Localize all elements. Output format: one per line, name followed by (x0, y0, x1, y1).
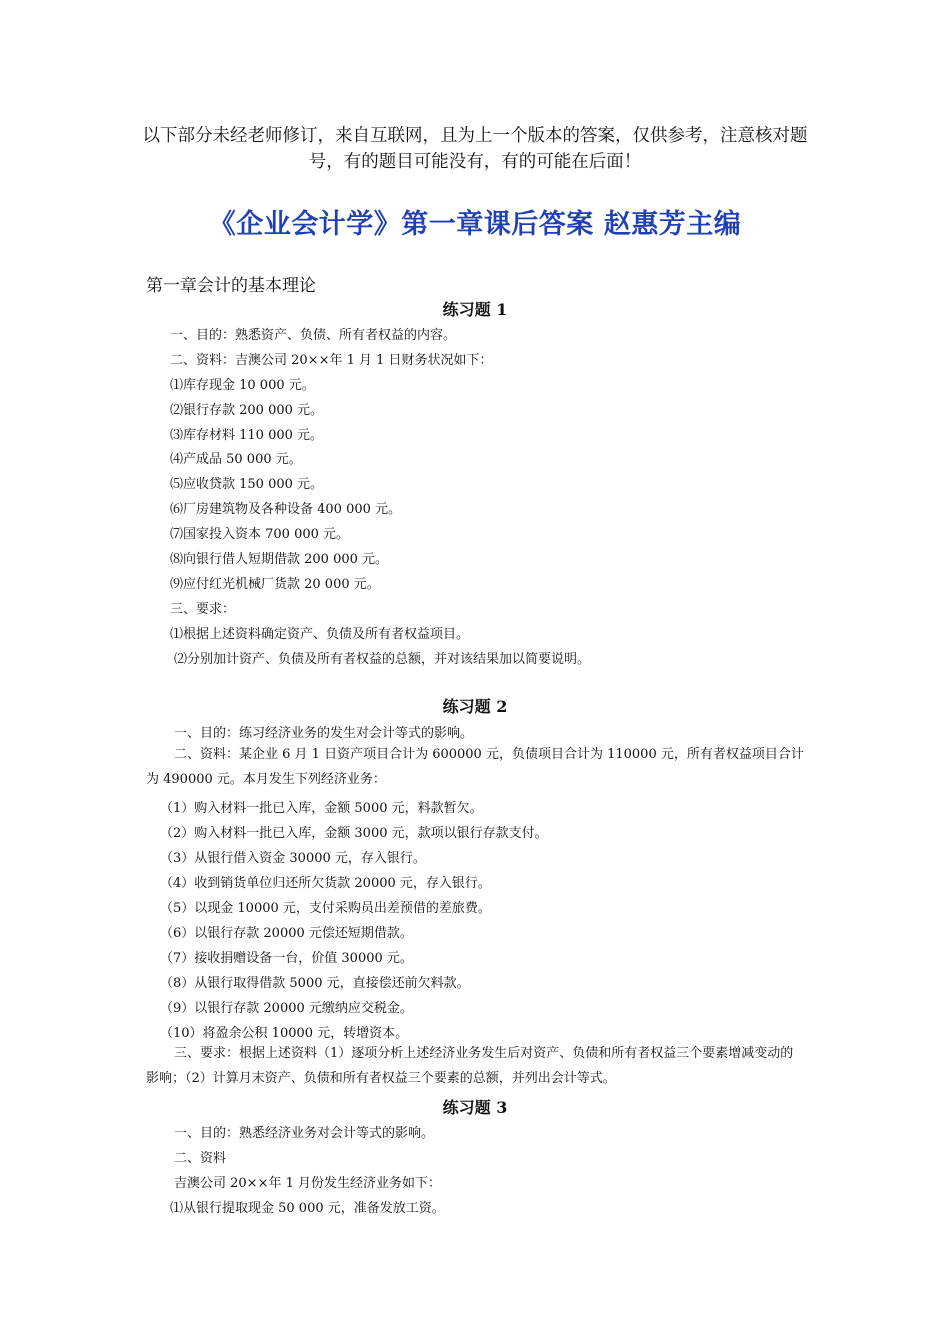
main-title: 《企业会计学》第一章课后答案 赵惠芳主编 (208, 209, 742, 240)
ex2-item: （1）购入材料一批已入库，金额 5000 元，料款暂欠。 (160, 801, 483, 816)
ex2-material: 二、资料：某企业 6 月 1 日资产项目合计为 600000 元，负债项目合计为 110000 元，所有者权益项目合计为 490000 元。本月发生下列经济业务： (146, 747, 804, 787)
disclaimer-note: 以下部分未经老师修订，来自互联网，且为上一个版本的答案，仅供参考，注意核对题号，有的题目可能没有，有的可能在后面！ (142, 126, 808, 172)
ex1-line: ⑵银行存款 200 000 元。 (170, 403, 324, 418)
ex3-line: 一、目的：熟悉经济业务对会计等式的影响。 (174, 1126, 435, 1141)
ex1-line: 三、要求： (170, 602, 236, 617)
ex1-line: ⑴库存现金 10 000 元。 (170, 378, 315, 393)
ex2-item: （6）以银行存款 20000 元偿还短期借款。 (160, 926, 413, 941)
ex1-line: ⑹厂房建筑物及各种设备 400 000 元。 (170, 502, 402, 517)
ex2-item: （4）收到销货单位归还所欠货款 20000 元，存入银行。 (160, 876, 491, 891)
chapter-heading: 第一章会计的基本理论 (146, 276, 316, 296)
exercise-2-title: 练习题 2 (442, 697, 508, 716)
ex2-item: （3）从银行借入资金 30000 元，存入银行。 (160, 851, 426, 866)
ex1-line: ⑼应付红光机械厂货款 20 000 元。 (170, 577, 380, 592)
ex2-item: （9）以银行存款 20000 元缴纳应交税金。 (160, 1001, 413, 1016)
ex1-line: ⑴根据上述资料确定资产、负债及所有者权益项目。 (170, 627, 470, 642)
ex2-item: （7）接收捐赠设备一台，价值 30000 元。 (160, 951, 413, 966)
ex3-line: ⑴从银行提取现金 50 000 元，准备发放工资。 (170, 1201, 445, 1216)
ex2-item: （2）购入材料一批已入库，金额 3000 元，款项以银行存款支付。 (160, 826, 548, 841)
exercise-1-title: 练习题 1 (442, 300, 508, 319)
ex2-purpose: 一、目的：练习经济业务的发生对会计等式的影响。 (174, 726, 474, 741)
ex1-line: ⑷产成品 50 000 元。 (170, 452, 302, 467)
ex1-line: 一、目的：熟悉资产、负债、所有者权益的内容。 (170, 328, 457, 343)
ex1-line: ⑸应收贷款 150 000 元。 (170, 477, 324, 492)
ex1-line: ⑺国家投入资本 700 000 元。 (170, 527, 350, 542)
ex3-line: 吉澳公司 20××年 1 月份发生经济业务如下： (174, 1176, 441, 1191)
ex1-line: 二、资料：吉澳公司 20××年 1 月 1 日财务状况如下： (170, 353, 493, 368)
ex1-line: ⑵分别加计资产、负债及所有者权益的总额，并对该结果加以简要说明。 (174, 652, 591, 667)
exercise-3-title: 练习题 3 (442, 1098, 508, 1117)
ex2-item: （8）从银行取得借款 5000 元，直接偿还前欠料款。 (160, 976, 470, 991)
ex3-line: 二、资料 (174, 1151, 227, 1166)
ex2-item: （10）将盈余公积 10000 元，转增资本。 (160, 1026, 409, 1041)
ex1-line: ⑻向银行借人短期借款 200 000 元。 (170, 552, 389, 567)
ex2-requirement: 三、要求：根据上述资料（1）逐项分析上述经济业务发生后对资产、负债和所有者权益三个要素增减变动的影响；（2）计算月末资产、负债和所有者权益三个要素的总额，并列出会计等式。 (146, 1046, 794, 1086)
ex2-item: （5）以现金 10000 元，支付采购员出差预借的差旅费。 (160, 901, 491, 916)
ex1-line: ⑶库存材料 110 000 元。 (170, 428, 324, 443)
